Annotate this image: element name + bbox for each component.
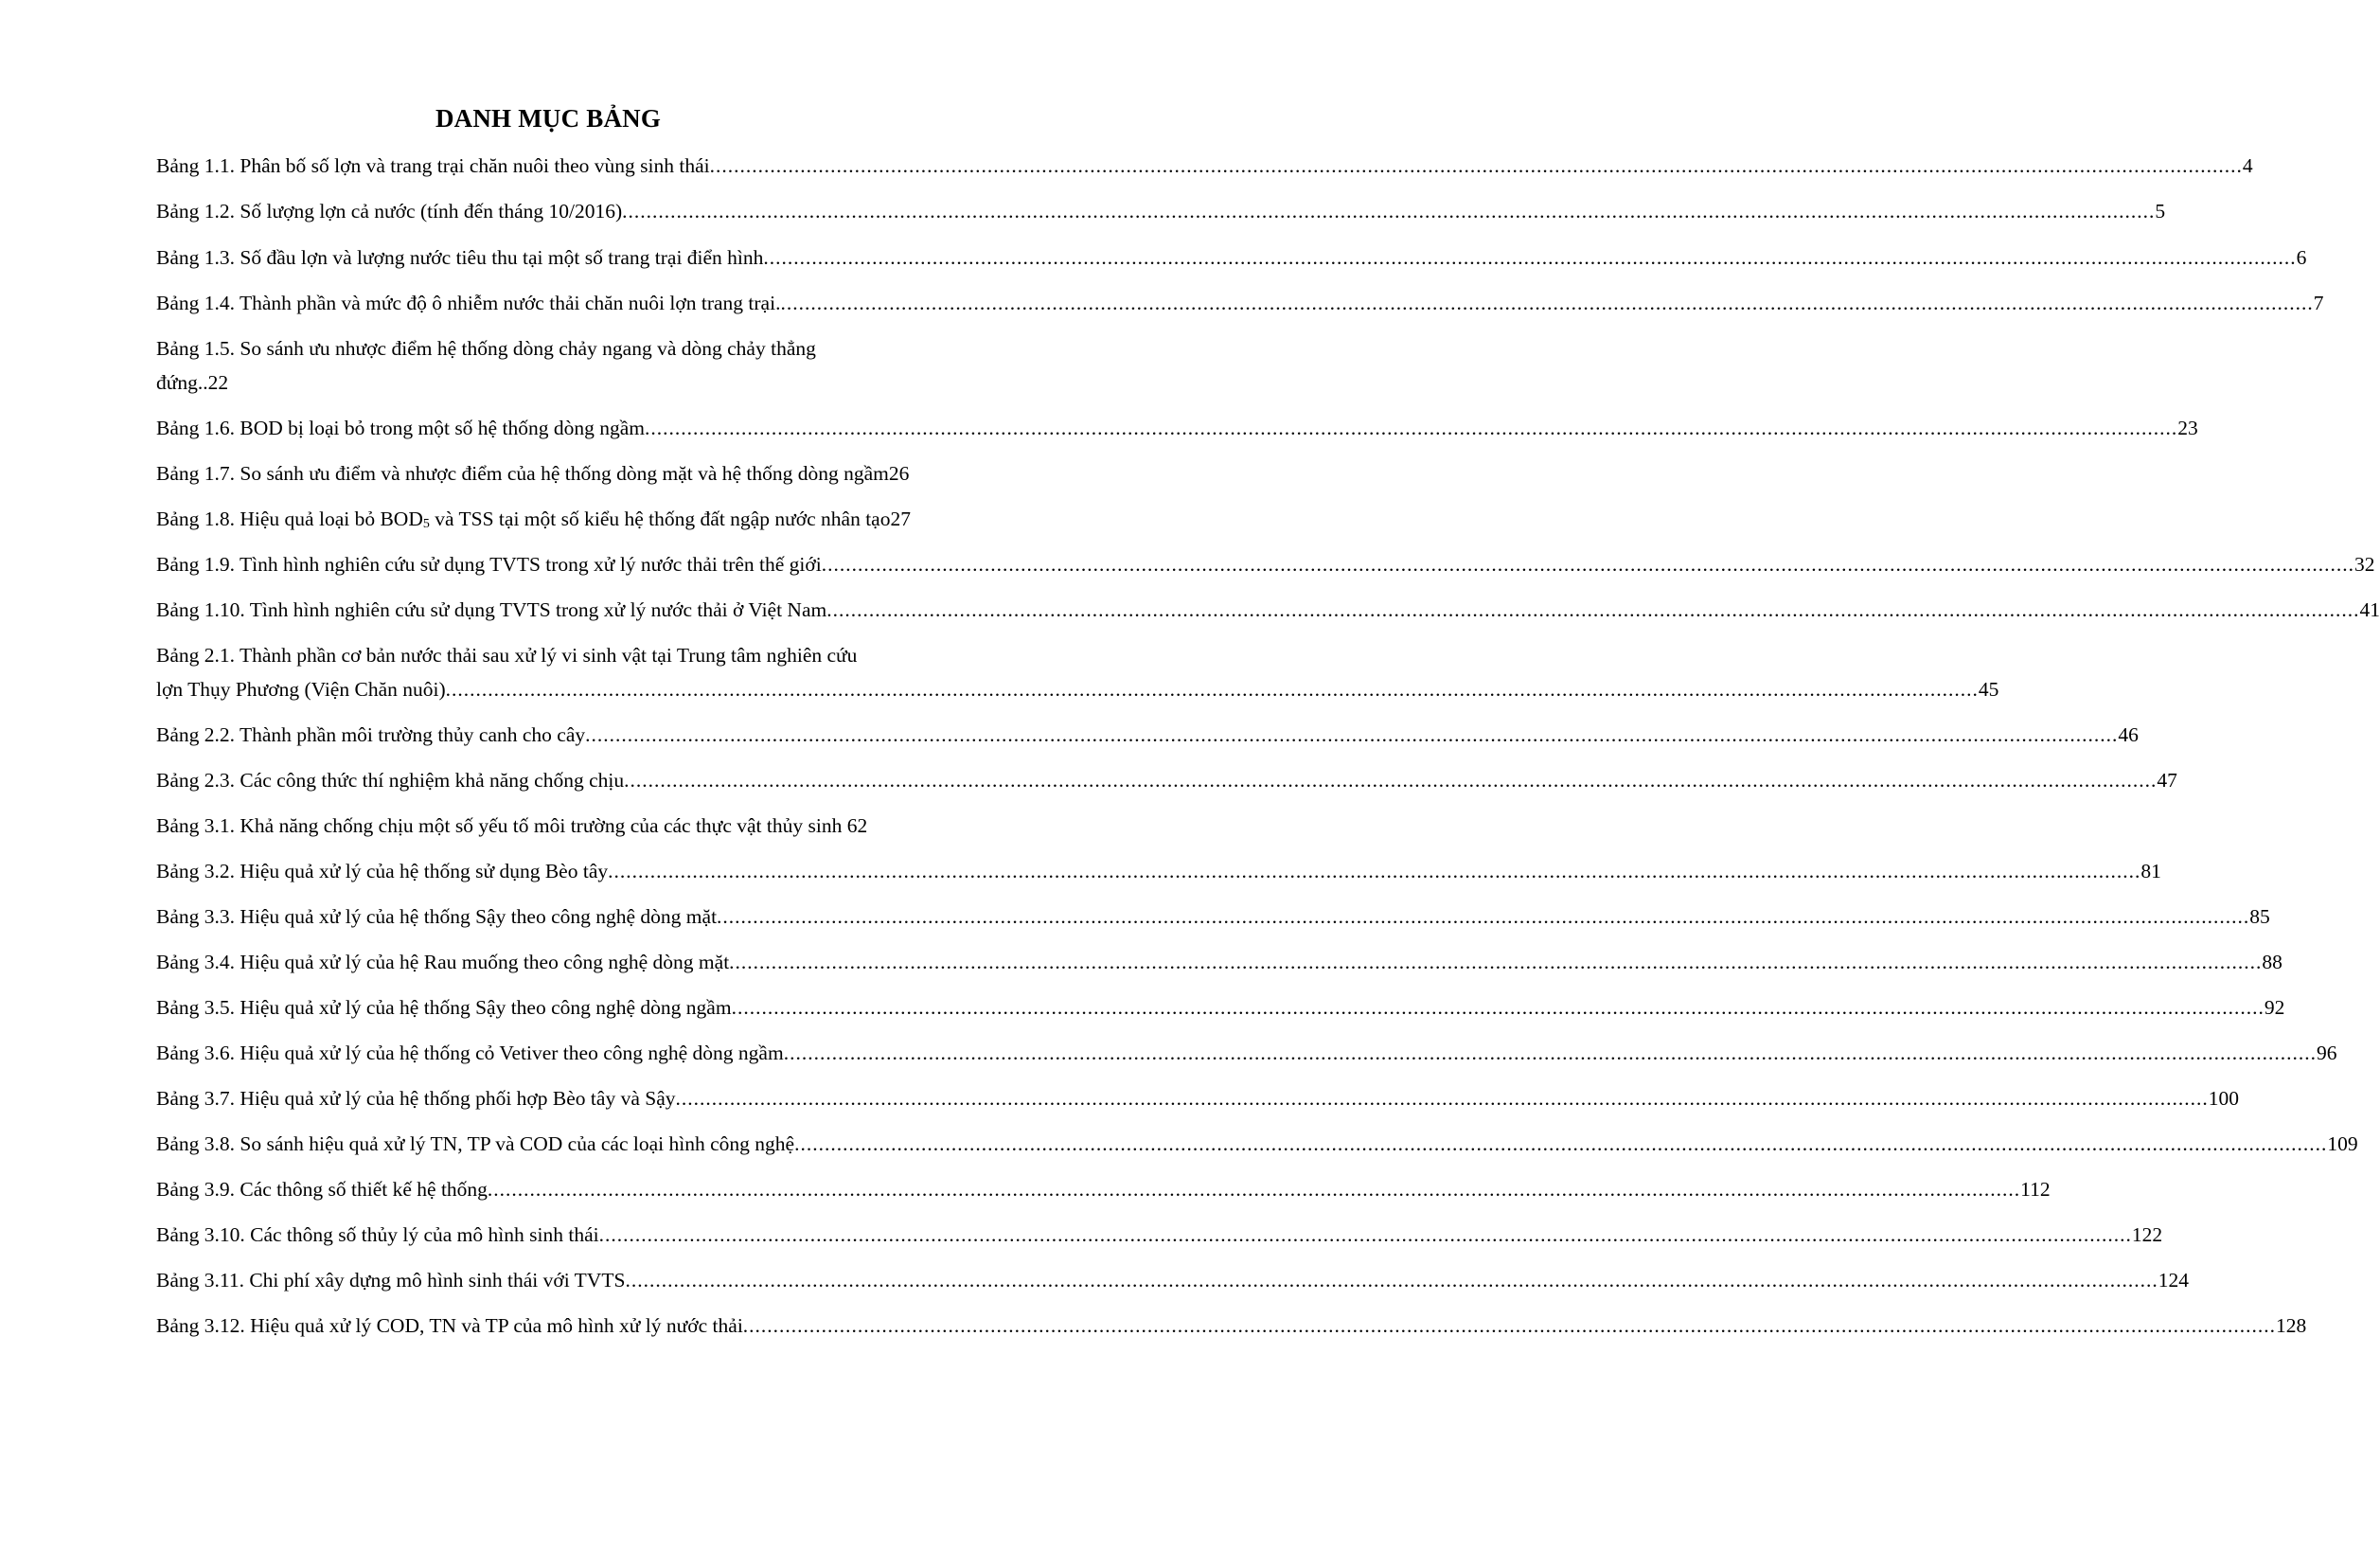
- toc-entry[interactable]: [156, 456, 991, 490]
- toc-entry-label: Bảng 2.1. Thành phần cơ bản nước thải sau xử lý vi sinh vật tại Trung tâm nghiên cứu: [156, 644, 858, 667]
- toc-entry-label: Bảng 1.1. Phân bố số lợn và trang trại chăn nuôi theo vùng sinh thái: [156, 154, 710, 177]
- toc-entry-label: Bảng 1.7. So sánh ưu điểm và nhược điểm của hệ thống dòng mặt và hệ thống dòng ngầm26: [156, 462, 910, 485]
- toc-entry-label-part: và TSS tại một số kiểu hệ thống đất ngập nước nhân tạo27: [429, 508, 911, 530]
- toc-entry[interactable]: [156, 1263, 2189, 1297]
- toc-leader-dots: ..............................................................................................................................................................................................................................................................: [742, 1314, 2277, 1337]
- toc-entry[interactable]: [156, 593, 2380, 627]
- toc-entry[interactable]: [156, 809, 991, 843]
- toc-entry[interactable]: [156, 900, 2270, 934]
- toc-leader-dots: ..............................................................................................................................................................................................................................................................: [625, 1269, 2158, 1292]
- toc-entry-label: Bảng 1.10. Tình hình nghiên cứu sử dụng TVTS trong xử lý nước thải ở Việt Nam: [156, 598, 827, 621]
- toc-entry[interactable]: [156, 547, 2375, 581]
- toc-entry[interactable]: [156, 502, 991, 536]
- toc-entry[interactable]: [156, 194, 2166, 228]
- toc-leader-dots: ..............................................................................................................................................................................................................................................................: [794, 1132, 2328, 1155]
- toc-leader-dots: ..............................................................................................................................................................................................................................................................: [624, 769, 2158, 792]
- toc-page-number: 109: [2327, 1132, 2358, 1155]
- toc-entry-label: Bảng 3.9. Các thông số thiết kế hệ thống: [156, 1178, 488, 1201]
- toc-leader-dots: ..............................................................................................................................................................................................................................................................: [763, 246, 2297, 269]
- toc-entry-label: Bảng 3.8. So sánh hiệu quả xử lý TN, TP và COD của các loại hình công nghệ: [156, 1132, 795, 1155]
- toc-page-number: 100: [2208, 1087, 2239, 1110]
- toc-entry-label-part: Bảng 1.8. Hiệu quả loại bỏ BOD: [156, 508, 423, 530]
- toc-entry[interactable]: [156, 1036, 2337, 1070]
- toc-page-number: 6: [2296, 246, 2307, 269]
- toc-entry[interactable]: [156, 1081, 2239, 1115]
- toc-leader-dots: ..............................................................................................................................................................................................................................................................: [780, 292, 2314, 314]
- toc-entry-label: Bảng 3.3. Hiệu quả xử lý của hệ thống Sậy theo công nghệ dòng mặt: [156, 905, 718, 928]
- toc-entry[interactable]: [156, 1172, 2051, 1206]
- toc-leader-dots: ..............................................................................................................................................................................................................................................................: [717, 905, 2250, 928]
- toc-page-number: 41: [2359, 598, 2380, 621]
- toc-entry-label: Bảng 3.10. Các thông số thủy lý của mô hình sinh thái: [156, 1223, 599, 1246]
- toc-entry[interactable]: [156, 763, 2177, 797]
- toc-page-number: 23: [2177, 417, 2198, 439]
- toc-entry-label-continued: lợn Thụy Phương (Viện Chăn nuôi): [156, 678, 446, 701]
- toc-page-number: 5: [2155, 200, 2166, 223]
- toc-page-number: 88: [2262, 951, 2282, 973]
- page-title: DANH MỤC BẢNG: [435, 104, 662, 133]
- toc-entry[interactable]: [156, 718, 2139, 752]
- toc-page-number: 7: [2313, 292, 2324, 314]
- toc-entry[interactable]: [156, 990, 2285, 1024]
- toc-entry-label: Bảng 2.3. Các công thức thí nghiệm khả năng chống chịu: [156, 769, 625, 792]
- toc-entry-label-continued: đứng..22: [156, 371, 229, 394]
- toc-entry[interactable]: [156, 854, 2161, 888]
- toc-entry-label: Bảng 1.2. Số lượng lợn cả nước (tính đến tháng 10/2016): [156, 200, 623, 223]
- toc-entry-label: Bảng 3.2. Hiệu quả xử lý của hệ thống sử dụng Bèo tây: [156, 860, 609, 882]
- toc-leader-dots: ..............................................................................................................................................................................................................................................................: [826, 598, 2360, 621]
- toc-leader-dots: ..............................................................................................................................................................................................................................................................: [622, 200, 2156, 223]
- toc-page-number: 122: [2131, 1223, 2163, 1246]
- toc-entry-second-line: [156, 672, 1999, 706]
- toc-entry-label: Bảng 3.4. Hiệu quả xử lý của hệ Rau muống theo công nghệ dòng mặt: [156, 951, 730, 973]
- toc-leader-dots: ..............................................................................................................................................................................................................................................................: [709, 154, 2243, 177]
- toc-entry-label: Bảng 1.5. So sánh ưu nhược điểm hệ thống dòng chảy ngang và dòng chảy thẳng: [156, 337, 816, 360]
- subscript-text: 5: [422, 517, 430, 531]
- toc-page-number: 81: [2140, 860, 2161, 882]
- toc-entry-label: Bảng 3.12. Hiệu quả xử lý COD, TN và TP của mô hình xử lý nước thải: [156, 1314, 743, 1337]
- toc-page-number: 4: [2242, 154, 2253, 177]
- toc-entry-label: Bảng 1.9. Tình hình nghiên cứu sử dụng TVTS trong xử lý nước thải trên thế giới: [156, 553, 822, 576]
- toc-entry[interactable]: [156, 286, 2324, 320]
- toc-entry-label: Bảng 3.6. Hiệu quả xử lý của hệ thống cỏ Vetiver theo công nghệ dòng ngầm: [156, 1042, 784, 1064]
- toc-entry[interactable]: [156, 149, 2253, 183]
- toc-entry-label: Bảng 1.4. Thành phần và mức độ ô nhiễm nước thải chăn nuôi lợn trang trại.: [156, 292, 781, 314]
- toc-page-number: 47: [2157, 769, 2177, 792]
- toc-page-number: 92: [2264, 996, 2285, 1019]
- toc-entry-label: Bảng 3.5. Hiệu quả xử lý của hệ thống Sậy theo công nghệ dòng ngầm: [156, 996, 732, 1019]
- toc-entry[interactable]: [156, 1218, 2163, 1252]
- toc-page-number: 85: [2249, 905, 2270, 928]
- toc-page-number: 128: [2276, 1314, 2307, 1337]
- toc-entry-label: Bảng 3.1. Khả năng chống chịu một số yếu tố môi trường của các thực vật thủy sinh 62: [156, 814, 868, 837]
- toc-page-number: 32: [2354, 553, 2375, 576]
- toc-entry[interactable]: [156, 945, 2282, 979]
- toc-page-number: 112: [2020, 1178, 2051, 1201]
- toc-leader-dots: ..............................................................................................................................................................................................................................................................: [731, 996, 2265, 1019]
- toc-entry[interactable]: [156, 411, 2198, 445]
- toc-entry[interactable]: [156, 331, 991, 400]
- toc-entry[interactable]: [156, 1127, 2358, 1161]
- toc-page-number: 45: [1978, 678, 1999, 701]
- toc-leader-dots: ..............................................................................................................................................................................................................................................................: [675, 1087, 2209, 1110]
- toc-leader-dots: ..............................................................................................................................................................................................................................................................: [598, 1223, 2132, 1246]
- toc-entry[interactable]: [156, 1309, 2307, 1343]
- toc-leader-dots: ..............................................................................................................................................................................................................................................................: [608, 860, 2141, 882]
- toc-leader-dots: ..............................................................................................................................................................................................................................................................: [445, 678, 1979, 701]
- toc-page-number: 124: [2158, 1269, 2189, 1292]
- toc-leader-dots: ..............................................................................................................................................................................................................................................................: [585, 723, 2119, 746]
- toc-entry-label: Bảng 3.7. Hiệu quả xử lý của hệ thống phối hợp Bèo tây và Sậy: [156, 1087, 676, 1110]
- toc-entry-label: Bảng 1.3. Số đầu lợn và lượng nước tiêu thu tại một số trang trại điển hình: [156, 246, 764, 269]
- toc-entry-label: Bảng 1.6. BOD bị loại bỏ trong một số hệ thống dòng ngầm: [156, 417, 645, 439]
- toc-entry[interactable]: [156, 241, 2307, 275]
- toc-page-number: 96: [2316, 1042, 2337, 1064]
- toc-entry-label: [156, 502, 911, 536]
- toc-leader-dots: ..............................................................................................................................................................................................................................................................: [783, 1042, 2317, 1064]
- toc-page-number: 46: [2118, 723, 2139, 746]
- toc-leader-dots: ..............................................................................................................................................................................................................................................................: [487, 1178, 2021, 1201]
- toc-leader-dots: ..............................................................................................................................................................................................................................................................: [821, 553, 2354, 576]
- toc-entry-label: Bảng 2.2. Thành phần môi trường thủy canh cho cây: [156, 723, 586, 746]
- toc-leader-dots: ..............................................................................................................................................................................................................................................................: [644, 417, 2178, 439]
- toc-entry-label: Bảng 3.11. Chi phí xây dựng mô hình sinh thái với TVTS: [156, 1269, 626, 1292]
- toc-leader-dots: ..............................................................................................................................................................................................................................................................: [729, 951, 2263, 973]
- toc-entry[interactable]: [156, 638, 1999, 706]
